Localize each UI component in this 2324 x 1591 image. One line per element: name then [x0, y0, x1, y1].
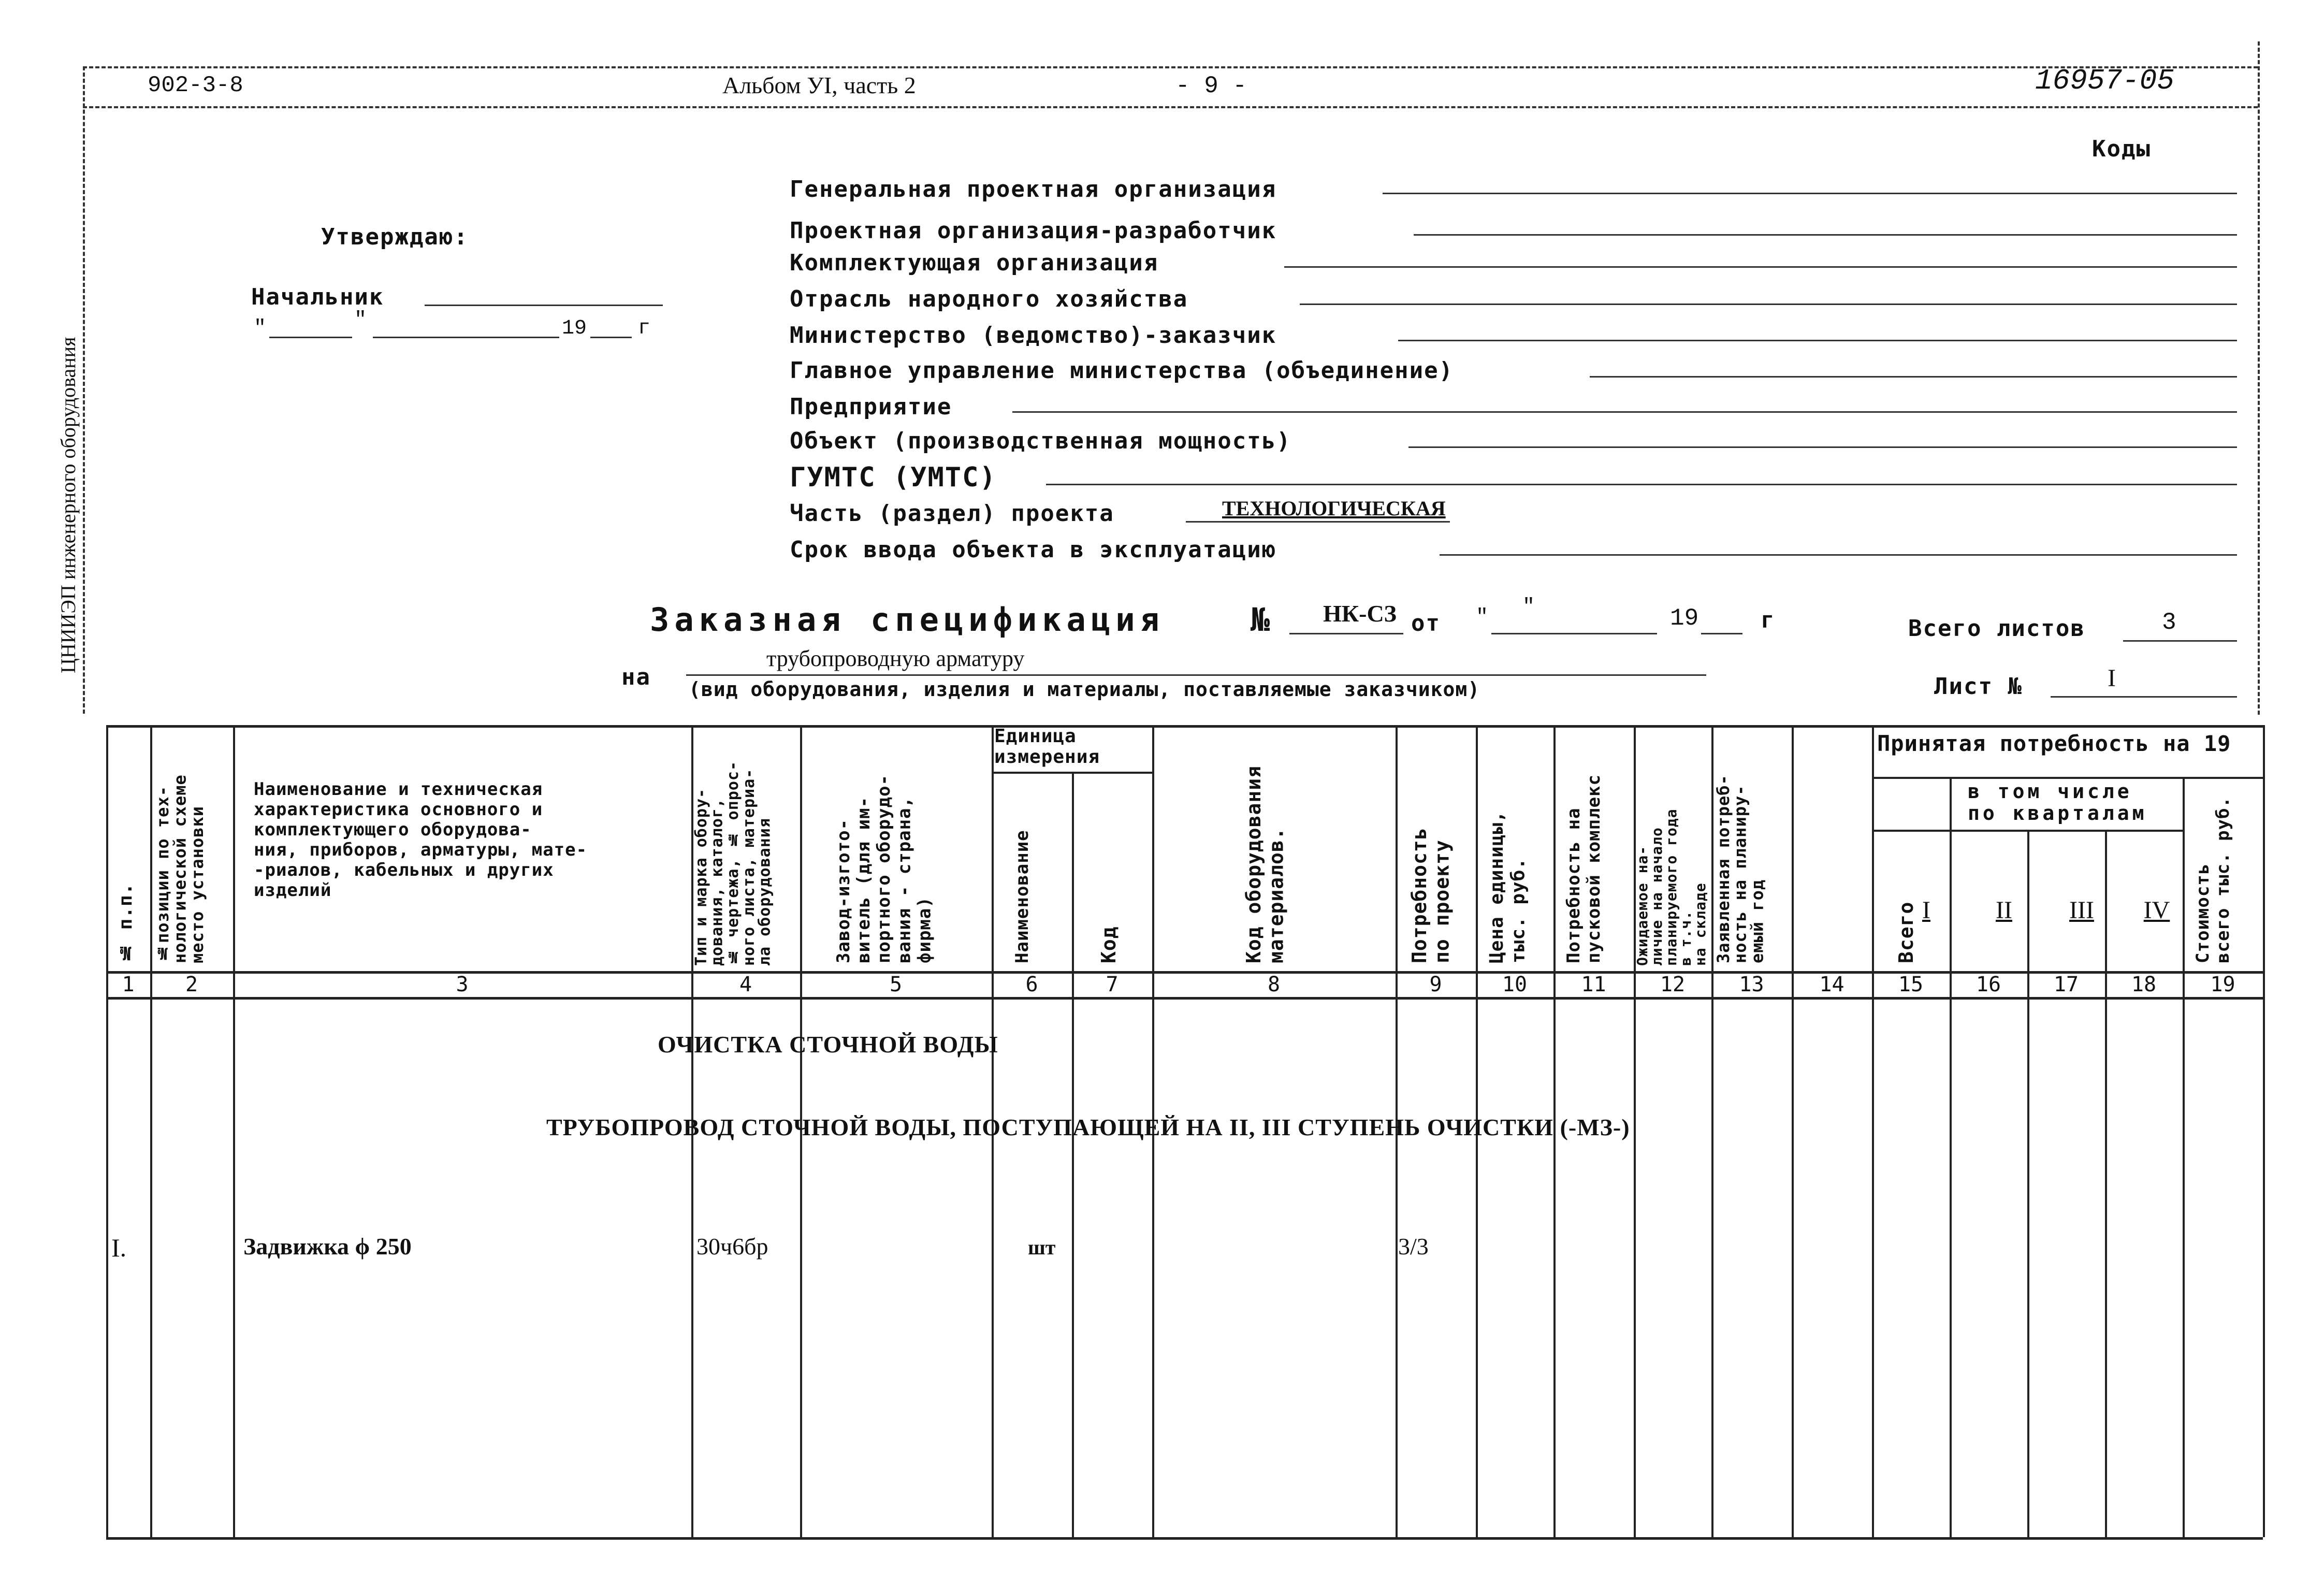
- col-number: 4: [739, 973, 752, 996]
- col-border-13: [1792, 725, 1794, 1537]
- unit-group-header: Единица измерения: [994, 726, 1100, 768]
- spec-year-suffix: г: [1761, 607, 1776, 633]
- col-header-18: IV: [2143, 896, 2170, 924]
- org-field-project-part-line: [1186, 521, 1450, 523]
- header-separator-line: [83, 106, 2258, 108]
- col-header-3: Наименование и техническая характеристика основного и комплектующего оборудова- ния, приборов, арматуры, мате- -риалов, кабельных и других изделий: [254, 779, 588, 901]
- org-field-object-line: [1408, 446, 2237, 448]
- org-field-object: Объект (производственная мощность): [790, 428, 1291, 454]
- org-field-deadline-line: [1440, 554, 2237, 556]
- org-field-project-part: Часть (раздел) проекта: [790, 500, 1114, 527]
- org-field-industry-line: [1300, 303, 2237, 305]
- org-field-gumts: ГУМТС (УМТС): [790, 462, 997, 493]
- codes-label: Коды: [2092, 136, 2151, 162]
- col-border-16: [2027, 830, 2029, 1537]
- col-number: 8: [1267, 973, 1281, 996]
- col-header-4: Тип и марка обору- дования, каталог, № чертежа, № опрос- ного листа, материа- ла оборудования: [692, 760, 774, 966]
- org-field-deadline: Срок ввода объекта в эксплуатацию: [790, 537, 1277, 563]
- approve-chief-line: [425, 305, 663, 306]
- org-field-main-dept-line: [1590, 376, 2237, 378]
- approve-year-suffix: г: [638, 317, 651, 340]
- col-number: 6: [1025, 973, 1038, 996]
- col-number: 1: [122, 973, 135, 996]
- header-code: 902-3-8: [148, 73, 243, 98]
- row-number: I.: [111, 1233, 127, 1262]
- org-field-developer: Проектная организация-разработчик: [790, 218, 1277, 244]
- col-number: 16: [1976, 973, 2001, 996]
- col-number: 7: [1106, 973, 1119, 996]
- col-number: 10: [1502, 973, 1528, 996]
- top-frame-line: [83, 66, 2258, 68]
- org-field-main-dept: Главное управление министерства (объединение): [790, 357, 1454, 384]
- col-border-19: [2263, 725, 2265, 1537]
- col-border-15: [1950, 777, 1952, 1537]
- col-number: 19: [2210, 973, 2235, 996]
- table-numbers-bottom-line: [106, 997, 2263, 1000]
- approve-quote-close: ": [354, 309, 367, 332]
- col-number: 3: [456, 973, 469, 996]
- col-number: 18: [2131, 973, 2157, 996]
- left-frame-line: [83, 66, 85, 714]
- approve-title: Утверждаю:: [321, 224, 469, 250]
- spec-title: Заказная спецификация: [650, 601, 1165, 639]
- col-header-16: II: [1996, 896, 2012, 924]
- spec-year-line: [1701, 633, 1742, 634]
- col-border-2: [233, 725, 235, 1537]
- spec-on-line: [686, 674, 1706, 676]
- spec-on-hint: (вид оборудования, изделия и материалы, поставляемые заказчиком): [689, 678, 1480, 701]
- org-field-complect-line: [1284, 266, 2237, 268]
- spec-on-value: трубопроводную арматуру: [766, 646, 1025, 671]
- col-border-14: [1872, 725, 1874, 1537]
- org-field-developer-line: [1414, 234, 2237, 236]
- col-header-2: №позиции по тех- нологической схеме место установки: [153, 774, 208, 963]
- col-header-17: III: [2069, 896, 2094, 924]
- section-title: ОЧИСТКА СТОЧНОЙ ВОДЫ: [658, 1031, 998, 1058]
- approve-day-line: [269, 337, 352, 338]
- sheet-label: Лист №: [1934, 673, 2023, 700]
- org-field-industry: Отрасль народного хозяйства: [790, 286, 1188, 312]
- col-border-6: [1072, 772, 1074, 1537]
- right-frame-line: [2258, 41, 2260, 715]
- org-field-enterprise-line: [1012, 411, 2237, 413]
- col-header-12: Ожидаемое на- личие на начало планируемого года в т.ч. на складе: [1634, 808, 1709, 966]
- col-number: 12: [1660, 973, 1686, 996]
- total-sheets-line: [2123, 640, 2237, 642]
- approve-chief: Начальник: [251, 284, 384, 310]
- col-number: 15: [1898, 973, 1924, 996]
- col-number: 13: [1739, 973, 1764, 996]
- col-header-15: I: [1922, 896, 1930, 924]
- col-header-9: Потребность по проекту: [1408, 827, 1454, 963]
- approve-year-line: [590, 337, 632, 338]
- row-item-need: 3/3: [1398, 1233, 1429, 1260]
- accepted-group-line: [1872, 777, 2263, 779]
- col-header-14: Всего: [1895, 901, 1918, 963]
- col-header-19: Стоимость всего тыс. руб.: [2192, 796, 2234, 963]
- accepted-group-header: Принятая потребность на 19: [1877, 731, 2231, 756]
- total-sheets-value: 3: [2162, 609, 2176, 636]
- spec-quote-open: ": [1476, 606, 1489, 629]
- header-album: Альбом УI, часть 2: [722, 72, 916, 98]
- col-border-1: [150, 725, 152, 1537]
- col-number: 2: [185, 973, 198, 996]
- approve-quote-open: ": [254, 317, 267, 340]
- header-page: - 9 -: [1175, 73, 1247, 99]
- col-number: 5: [889, 973, 903, 996]
- col-header-7: Код: [1097, 926, 1120, 963]
- col-header-8: Код оборудования материалов.: [1242, 765, 1288, 963]
- quarters-group-header: в том числе по кварталам: [1968, 780, 2147, 825]
- row-item-name: Задвижка ϕ 250: [243, 1233, 412, 1260]
- subsection-title: ТРУБОПРОВОД СТОЧНОЙ ВОДЫ, ПОСТУПАЮЩЕЙ НА II, III СТУПЕНЬ ОЧИСТКИ (-МЗ-): [546, 1114, 1630, 1140]
- col-header-5: Завод-изгото- витель (для им- портного оборудо- вания - страна, фирма): [833, 774, 935, 963]
- col-number: 14: [1819, 973, 1844, 996]
- spec-from-label: от: [1411, 610, 1441, 637]
- spec-no-label: №: [1251, 601, 1271, 639]
- org-field-ministry: Министерство (ведомство)-заказчик: [790, 322, 1277, 349]
- col-header-6: Наименование: [1012, 830, 1033, 963]
- approve-month-line: [373, 337, 559, 338]
- col-number: 9: [1429, 973, 1442, 996]
- project-part-value: ТЕХНОЛОГИЧЕСКАЯ: [1222, 497, 1446, 520]
- org-field-gumts-line: [1046, 484, 2237, 485]
- org-field-ministry-line: [1398, 340, 2237, 341]
- col-border-0: [106, 725, 108, 1537]
- total-sheets-label: Всего листов: [1908, 615, 2085, 642]
- col-number: 17: [2053, 973, 2079, 996]
- col-header-11: Потребность на пусковой комплекс: [1563, 774, 1605, 963]
- spec-quote-close: ": [1522, 596, 1535, 619]
- col-border-17: [2105, 830, 2107, 1537]
- spec-year-prefix: 19: [1670, 605, 1699, 632]
- side-label: ЦНИИЭП инженерного оборудования: [56, 337, 80, 673]
- org-field-enterprise: Предприятие: [790, 394, 952, 420]
- spec-on-label: на: [621, 664, 651, 690]
- row-item-type: 30ч6бр: [696, 1233, 768, 1260]
- spec-no-line: [1289, 633, 1403, 634]
- table-bottom-line: [106, 1537, 2263, 1540]
- org-field-complect: Комплектующая организация: [790, 250, 1159, 276]
- col-border-18: [2183, 777, 2185, 1537]
- header-doc-number: 16957-05: [2035, 64, 2174, 97]
- spec-date-line: [1491, 633, 1657, 634]
- sheet-line: [2051, 696, 2237, 698]
- sheet-value: I: [2108, 664, 2116, 692]
- col-number: 11: [1581, 973, 1606, 996]
- col-header-1: № п.п.: [115, 883, 136, 963]
- table-top-line: [106, 725, 2263, 728]
- spec-no-value: НК-СЗ: [1323, 600, 1397, 627]
- approve-year-prefix: 19: [562, 317, 587, 340]
- org-field-general: Генеральная проектная организация: [790, 176, 1277, 203]
- col-header-13: Заявленная потреб- ность на планиру- емый год: [1713, 774, 1767, 963]
- org-field-general-line: [1383, 193, 2237, 194]
- row-item-unit: шт: [1028, 1236, 1056, 1259]
- col-header-10: Цена единицы, тыс. руб.: [1486, 811, 1529, 963]
